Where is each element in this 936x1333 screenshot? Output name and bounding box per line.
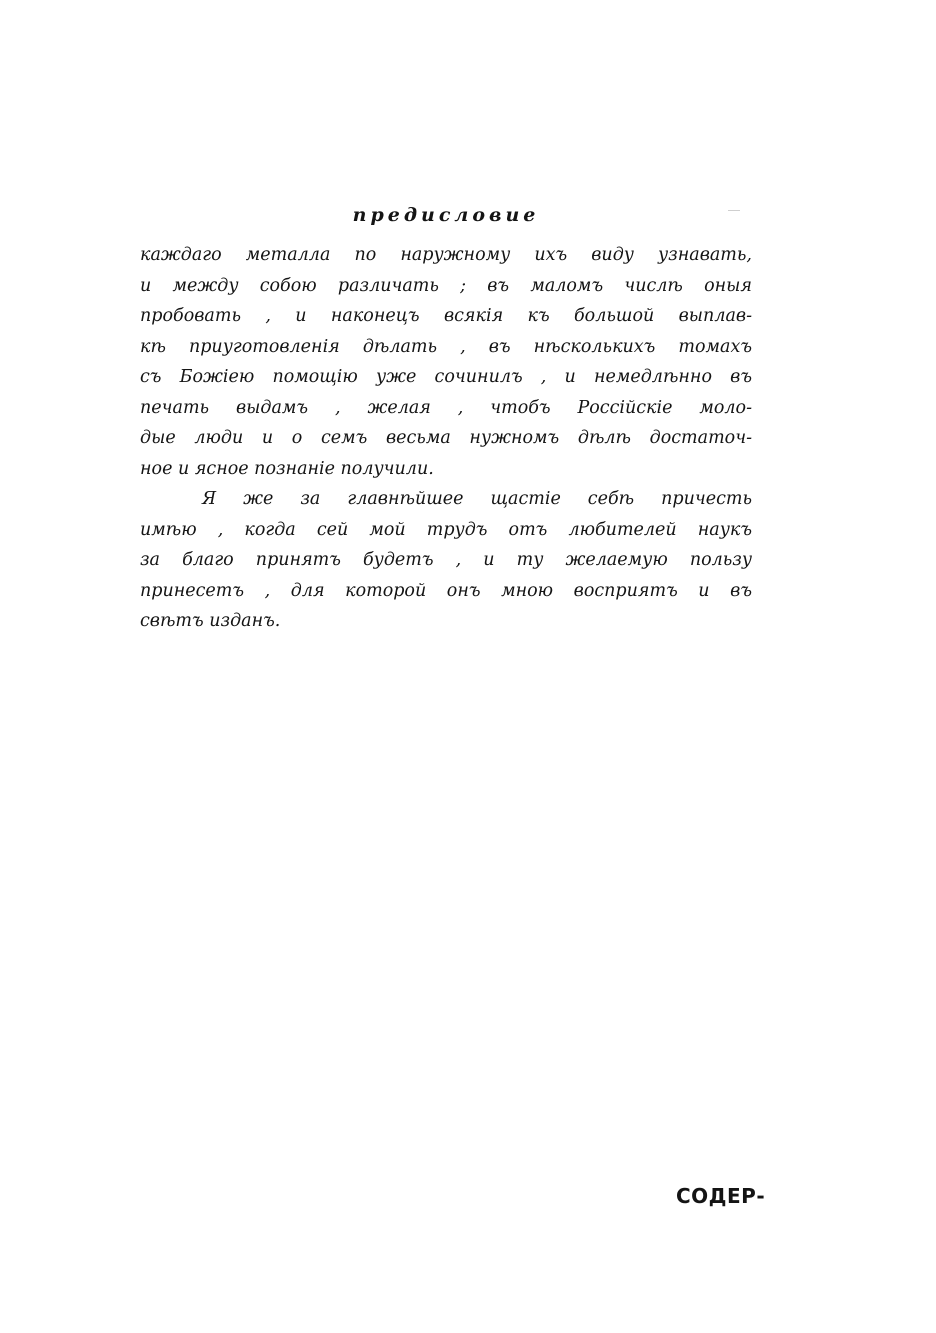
text-line: имѣю , когда сей мой трудъ отъ любителей наукъ	[140, 519, 752, 540]
paragraph-2	[140, 484, 752, 637]
text-line: Я же за главнѣйшее щастіе себѣ причесть	[202, 489, 752, 509]
text-line: принесетъ , для которой онъ мною восприятъ и въ	[140, 580, 752, 601]
text-line: печать выдамъ , желая , чтобъ Россійскіе моло-	[140, 397, 752, 418]
text-line: и между собою различать ; въ маломъ числѣ оныя	[140, 275, 752, 296]
text-line: дые люди и о семъ весьма нужномъ дѣлѣ достаточ-	[140, 428, 752, 448]
text-line: съ Божіею помощію уже сочинилъ , и немедлѣнно въ	[140, 367, 752, 387]
text-line: за благо принятъ будетъ , и ту желаемую пользу	[140, 550, 752, 570]
catchword: СОДЕР-	[676, 1184, 766, 1208]
paragraph-1	[140, 240, 752, 484]
text-line: кѣ приуготовленія дѣлать , въ нѣсколькихъ томахъ	[140, 336, 752, 357]
text-line: свѣтъ изданъ.	[140, 611, 281, 631]
text-line: пробовать , и наконецъ всякія къ большой выплав-	[140, 306, 752, 326]
text-line: каждаго металла по наружному ихъ виду узнавать,	[140, 245, 752, 265]
running-head: предисловие	[352, 204, 540, 226]
text-line: ное и ясное познаніе получили.	[140, 458, 434, 479]
